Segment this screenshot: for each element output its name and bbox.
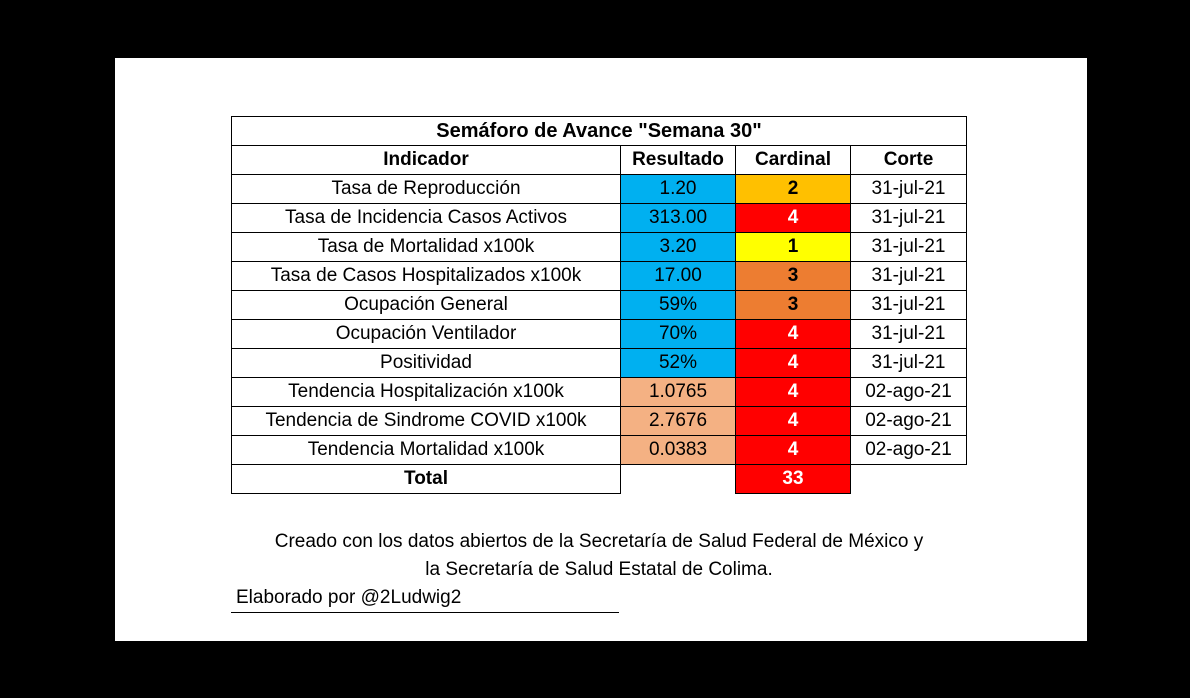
author-credit: Elaborado por @2Ludwig2 (231, 584, 619, 613)
corte-cell: 02-ago-21 (851, 378, 967, 407)
header-corte: Corte (851, 146, 967, 175)
indicador-cell: Tasa de Casos Hospitalizados x100k (232, 262, 621, 291)
cardinal-cell: 4 (736, 320, 851, 349)
resultado-cell: 70% (621, 320, 736, 349)
corte-cell: 31-jul-21 (851, 233, 967, 262)
indicador-cell: Tasa de Mortalidad x100k (232, 233, 621, 262)
indicador-cell: Tasa de Reproducción (232, 175, 621, 204)
corte-cell: 31-jul-21 (851, 262, 967, 291)
title-row (232, 117, 967, 146)
source-note-line1: Creado con los datos abiertos de la Secretaría de Salud Federal de México y (274, 531, 924, 552)
empty-cell (851, 465, 967, 494)
cardinal-cell: 1 (736, 233, 851, 262)
indicador-cell: Tendencia Mortalidad x100k (232, 436, 621, 465)
cardinal-cell: 4 (736, 407, 851, 436)
cardinal-cell: 4 (736, 349, 851, 378)
corte-cell: 31-jul-21 (851, 175, 967, 204)
semaforo-table (231, 116, 967, 494)
total-row (232, 465, 967, 494)
table-row (232, 378, 967, 407)
source-note-line2: la Secretaría de Salud Estatal de Colima. (425, 559, 773, 580)
cardinal-cell: 3 (736, 291, 851, 320)
header-indicador: Indicador (232, 146, 621, 175)
resultado-cell: 0.0383 (621, 436, 736, 465)
table-row (232, 233, 967, 262)
resultado-cell: 2.7676 (621, 407, 736, 436)
corte-cell: 31-jul-21 (851, 349, 967, 378)
header-cardinal: Cardinal (736, 146, 851, 175)
indicador-cell: Positividad (232, 349, 621, 378)
source-note (231, 528, 967, 584)
cardinal-cell: 4 (736, 204, 851, 233)
corte-cell: 31-jul-21 (851, 291, 967, 320)
cardinal-cell: 3 (736, 262, 851, 291)
cardinal-cell: 4 (736, 378, 851, 407)
table-row (232, 436, 967, 465)
indicador-cell: Tendencia Hospitalización x100k (232, 378, 621, 407)
indicador-cell: Ocupación General (232, 291, 621, 320)
total-value: 33 (736, 465, 851, 494)
resultado-cell: 17.00 (621, 262, 736, 291)
indicador-cell: Ocupación Ventilador (232, 320, 621, 349)
table-row (232, 175, 967, 204)
total-label: Total (232, 465, 621, 494)
resultado-cell: 1.0765 (621, 378, 736, 407)
table-row (232, 407, 967, 436)
corte-cell: 31-jul-21 (851, 320, 967, 349)
corte-cell: 02-ago-21 (851, 407, 967, 436)
indicador-cell: Tasa de Incidencia Casos Activos (232, 204, 621, 233)
table-row (232, 320, 967, 349)
resultado-cell: 52% (621, 349, 736, 378)
corte-cell: 31-jul-21 (851, 204, 967, 233)
corte-cell: 02-ago-21 (851, 436, 967, 465)
resultado-cell: 59% (621, 291, 736, 320)
resultado-cell: 3.20 (621, 233, 736, 262)
resultado-cell: 313.00 (621, 204, 736, 233)
spreadsheet-canvas (115, 58, 1087, 641)
indicador-cell: Tendencia de Sindrome COVID x100k (232, 407, 621, 436)
resultado-cell: 1.20 (621, 175, 736, 204)
header-row (232, 146, 967, 175)
table-row (232, 349, 967, 378)
cardinal-cell: 4 (736, 436, 851, 465)
table-row (232, 262, 967, 291)
table-title: Semáforo de Avance "Semana 30" (232, 117, 967, 146)
table-row (232, 204, 967, 233)
cardinal-cell: 2 (736, 175, 851, 204)
table-row (232, 291, 967, 320)
header-resultado: Resultado (621, 146, 736, 175)
empty-cell (621, 465, 736, 494)
